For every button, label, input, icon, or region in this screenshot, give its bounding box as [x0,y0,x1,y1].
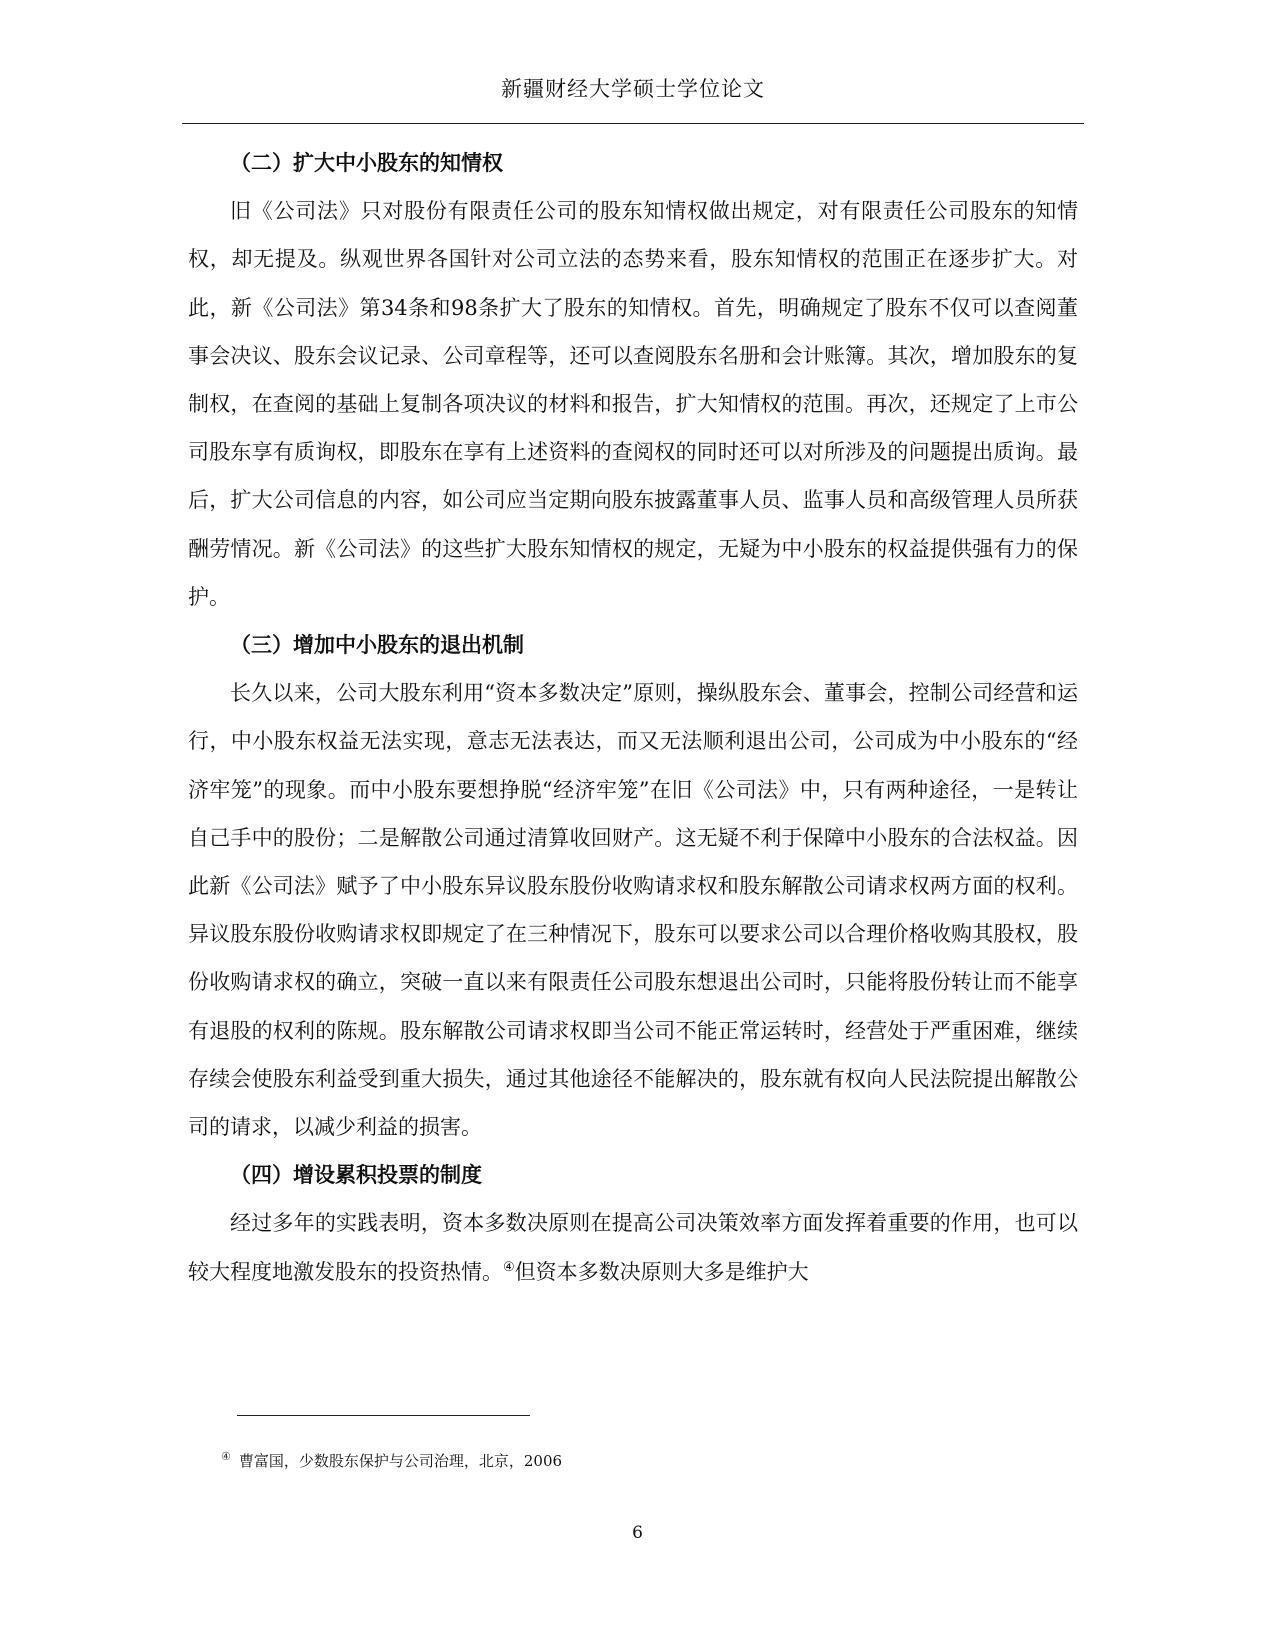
page-number: 6 [632,1523,643,1543]
section-heading-3: （三）增加中小股东的退出机制 [230,633,524,658]
header-divider [182,123,1084,124]
footnote-text: 曹富国，少数股东保护与公司治理，北京，2006 [238,1452,563,1470]
section-paragraph-2: 旧《公司法》只对股份有限责任公司的股东知情权做出规定，对有限责任公司股东的知情权，却无提及。纵观世界各国针对公司立法的态势来看，股东知情权的范围正在逐步扩大。对此，新《公司法》第34条和98条扩大了股东的知情权。首先，明确规定了股东不仅可以查阅董事会决议、股东会议记录、公司章程等，还可以查阅股东名册和会计账簿。其次，增加股东的复制权，在查阅的基础上复制各项决议的材料和报告，扩大知情权的范围。再次，还规定了上市公司股东享有质询权，即股东在享有上述资料的查阅权的同时还可以对所涉及的问题提出质询。最后，扩大公司信息的内容，如公司应当定期向股东披露董事人员、监事人员和高级管理人员所获酬劳情况。新《公司法》的这些扩大股东知情权的规定，无疑为中小股东的权益提供强有力的保护。 [188,199,1078,609]
running-header: 新疆财经大学硕士学位论文 [501,77,765,101]
paragraph-text-after-note: 但资本多数决原则大多是维护大 [514,1259,809,1284]
footnote-divider [237,1415,530,1416]
section-paragraph-4 [188,1199,1078,1295]
section-heading-2: （二）扩大中小股东的知情权 [230,151,503,175]
body-text [188,139,1078,1296]
footnote [221,1446,1021,1472]
footnote-reference[interactable]: ④ [503,1259,515,1275]
section-paragraph-3: 长久以来，公司大股东利用“资本多数决定”原则，操纵股东会、董事会，控制公司经营和运行，中小股东权益无法实现，意志无法表达，而又无法顺利退出公司，公司成为中小股东的“经济牢笼”的现象。而中小股东要想挣脱“经济牢笼”在旧《公司法》中，只有两种途径，一是转让自己手中的股份；二是解散公司通过清算收回财产。这无疑不利于保障中小股东的合法权益。因此新《公司法》赋予了中小股东异议股东股份收购请求权和股东解散公司请求权两方面的权利。异议股东股份收购请求权即规定了在三种情况下，股东可以要求公司以合理价格收购其股权，股份收购请求权的确立，突破一直以来有限责任公司股东想退出公司时，只能将股份转让而不能享有退股的权利的陈规。股东解散公司请求权即当公司不能正常运转时，经营处于严重困难，继续存续会使股东利益受到重大损失，通过其他途径不能解决的，股东就有权向人民法院提出解散公司的请求，以减少利益的损害。 [188,681,1078,1140]
section-heading-4: （四）增设累积投票的制度 [230,1163,482,1188]
footnote-mark: ④ [221,1450,231,1463]
paragraph-text-before-note: 经过多年的实践表明，资本多数决原则在提高公司决策效率方面发挥着重要的作用，也可以较大程度地激发股东的投资热情。 [188,1211,1078,1284]
